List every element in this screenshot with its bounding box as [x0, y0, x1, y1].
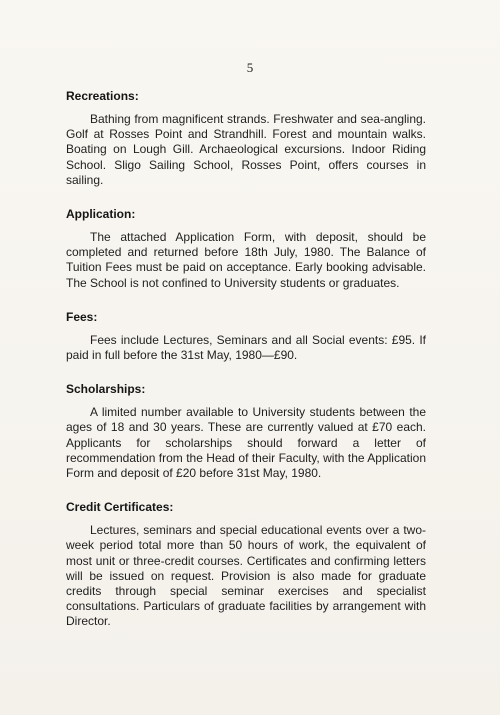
credit-certificates-text: Lectures, seminars and special educational events over a two-week period total more than 50 hours of work, the equivalent of most unit or three-credit courses. Certificates and confirming letters will be issued on request. Provision is also made for graduate credits through special seminar exercises and specialist consultations. Particulars of graduate facilities by arrangement with Director.: [66, 523, 426, 629]
application-text: The attached Application Form, with deposit, should be completed and returned before 18th July, 1980. The Balance of Tuition Fees must be paid on acceptance. Early booking advisable. The School is not confined to University students or graduates.: [66, 230, 426, 290]
recreations-text: Bathing from magnificent strands. Freshwater and sea-angling. Golf at Rosses Point and Strandhill. Forest and mountain walks. Boating on Lough Gill. Archaeological excursions. Indoor Riding School. Sligo Sailing School, Rosses Point, offers courses in sailing.: [66, 112, 426, 187]
credit-certificates-heading: Credit Certificates:: [66, 500, 174, 515]
fees-heading: Fees:: [66, 309, 98, 324]
section-scholarships: [66, 381, 426, 481]
page-number: 5: [246, 60, 254, 75]
fees-text: Fees include Lectures, Seminars and all Social events: £95. If paid in full before the 31st May, 1980—£90.: [66, 332, 426, 363]
application-heading: Application:: [66, 207, 136, 222]
page-content: [66, 88, 426, 630]
section-application: [66, 206, 426, 291]
section-recreations: [66, 88, 426, 188]
scholarships-heading: Scholarships:: [66, 382, 146, 397]
scholarships-text: A limited number available to University students between the ages of 18 and 30 years. These are currently valued at £70 each. Applicants for scholarships should forward a letter of recommendation from the Head of their Faculty, with the Application Form and deposit of £20 before 31st May, 1980.: [66, 405, 426, 481]
section-credit-certificates: [66, 499, 426, 629]
section-fees: [66, 309, 426, 363]
recreations-heading: Recreations:: [66, 89, 139, 103]
